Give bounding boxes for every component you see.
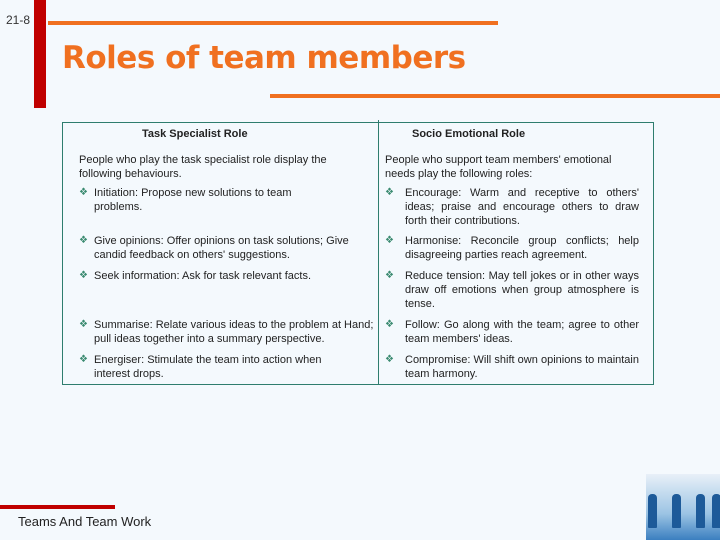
team-puzzle-image — [646, 474, 720, 540]
item-text: Compromise: Will shift own opinions to maintain team harmony. — [405, 354, 639, 380]
bullet-icon: ❖ — [79, 319, 88, 330]
list-item — [385, 269, 639, 311]
figure-icon — [696, 494, 705, 528]
accent-bar — [34, 0, 46, 108]
list-item — [385, 353, 639, 381]
bullet-icon: ❖ — [79, 235, 88, 246]
title-rule — [270, 94, 720, 98]
bullet-icon: ❖ — [385, 319, 394, 330]
item-text: Harmonise: Reconcile group conflicts; help disagreeing parties reach agreement. — [405, 235, 639, 261]
slide-number: 21-8 — [6, 13, 31, 27]
item-text: Summarise: Relate various ideas to the problem at Hand; pull ideas together into a summary perspective. — [94, 319, 374, 345]
bullet-icon: ❖ — [79, 187, 88, 198]
item-text: Seek information: Ask for task relevant facts. — [94, 270, 312, 282]
figure-icon — [712, 494, 720, 528]
list-item — [79, 186, 324, 214]
bullet-icon: ❖ — [385, 187, 394, 198]
item-text: Reduce tension: May tell jokes or in other ways draw off emotions when group atmosphere is tense. — [405, 270, 639, 310]
list-item — [79, 234, 354, 262]
top-rule — [48, 21, 498, 25]
page-title: Roles of team members — [62, 40, 466, 76]
bullet-icon: ❖ — [385, 270, 394, 281]
column-heading: Task Specialist Role — [142, 128, 248, 140]
column-intro: People who play the task specialist role display the following behaviours. — [79, 154, 327, 180]
item-text: Energiser: Stimulate the team into action when interest drops. — [94, 354, 322, 380]
item-text: Give opinions: Offer opinions on task solutions; Give candid feedback on others' suggestions. — [94, 235, 349, 261]
footer-text: Teams And Team Work — [18, 514, 152, 529]
list-item — [79, 353, 344, 381]
footer-rule — [0, 505, 115, 509]
list-item — [385, 234, 639, 262]
list-item — [79, 269, 354, 283]
column-intro: People who support team members' emotional needs play the following roles: — [385, 154, 612, 180]
bullet-icon: ❖ — [385, 354, 394, 365]
column-heading: Socio Emotional Role — [412, 128, 526, 140]
figure-icon — [672, 494, 681, 528]
figure-icon — [648, 494, 657, 528]
column-divider — [378, 120, 379, 385]
roles-table — [62, 122, 654, 385]
bullet-icon: ❖ — [79, 270, 88, 281]
item-text: Initiation: Propose new solutions to team problems. — [94, 187, 292, 213]
list-item — [79, 318, 379, 346]
item-text: Follow: Go along with the team; agree to other team members' ideas. — [405, 319, 639, 345]
list-item — [385, 318, 639, 346]
bullet-icon: ❖ — [385, 235, 394, 246]
list-item — [385, 186, 639, 228]
bullet-icon: ❖ — [79, 354, 88, 365]
item-text: Encourage: Warm and receptive to others' ideas; praise and encourage others to draw forth their contributions. — [405, 187, 639, 227]
